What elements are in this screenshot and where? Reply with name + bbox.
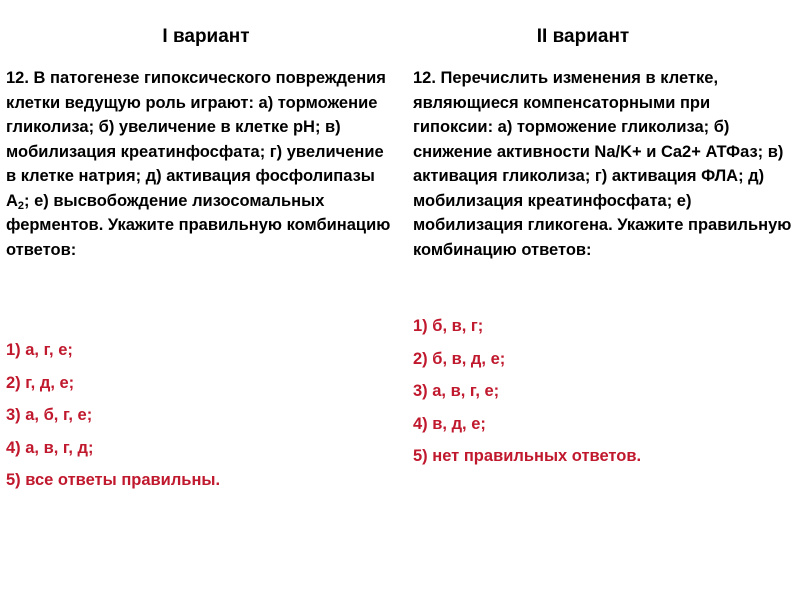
- variant-1-question-main: 12. В патогенезе гипоксического повреждения клетки ведущую роль играют: а) торможение гликолиза; б) увеличение в клетке pH; в) мобилизация креатинфосфата; г) увеличение в клетке натрия; д) активация фосфолипазы А: [6, 69, 386, 210]
- variant-1-option-4: 4) а, в, г, д;: [6, 438, 94, 457]
- variant-1-option-2: 2) г, д, е;: [6, 373, 75, 392]
- variant-1-options: [6, 340, 220, 503]
- variant-1-option-1: 1) а, г, е;: [6, 341, 73, 359]
- variant-1-question: [6, 66, 392, 262]
- variant-2-options: [413, 316, 641, 479]
- variant-1-question-subscript: 2: [17, 199, 25, 212]
- variant-1-title: I вариант: [162, 26, 250, 47]
- variant-1-option-3: 3) а, б, г, е;: [6, 406, 93, 424]
- variant-1-option-5: 5) все ответы правильны.: [6, 471, 221, 489]
- variant-2-option-2: 2) б, в, д, е;: [413, 349, 506, 368]
- variant-2-option-3: 3) а, в, г, е;: [413, 382, 500, 400]
- variant-2-question: 12. Перечислить изменения в клетке, являющиеся компенсаторными при гипоксии: а) торможение гликолиза; б) снижение активности Na/K+ и Ca2+ АТФаз; в) активация гликолиза; г) активация ФЛА; д) мобилизация креатинфосфата; е) мобилизация гликогена. Укажите правильную комбинацию ответов:: [413, 69, 792, 259]
- variant-2-option-5: 5) нет правильных ответов.: [413, 447, 642, 465]
- variant-2-option-1: 1) б, в, г;: [413, 317, 484, 335]
- variant-1-question-rest: ; е) высвобождение лизосомальных ферментов. Укажите правильную комбинацию ответов:: [6, 191, 391, 259]
- variant-2-title: II вариант: [536, 26, 630, 47]
- variant-2-option-4: 4) в, д, е;: [413, 414, 486, 433]
